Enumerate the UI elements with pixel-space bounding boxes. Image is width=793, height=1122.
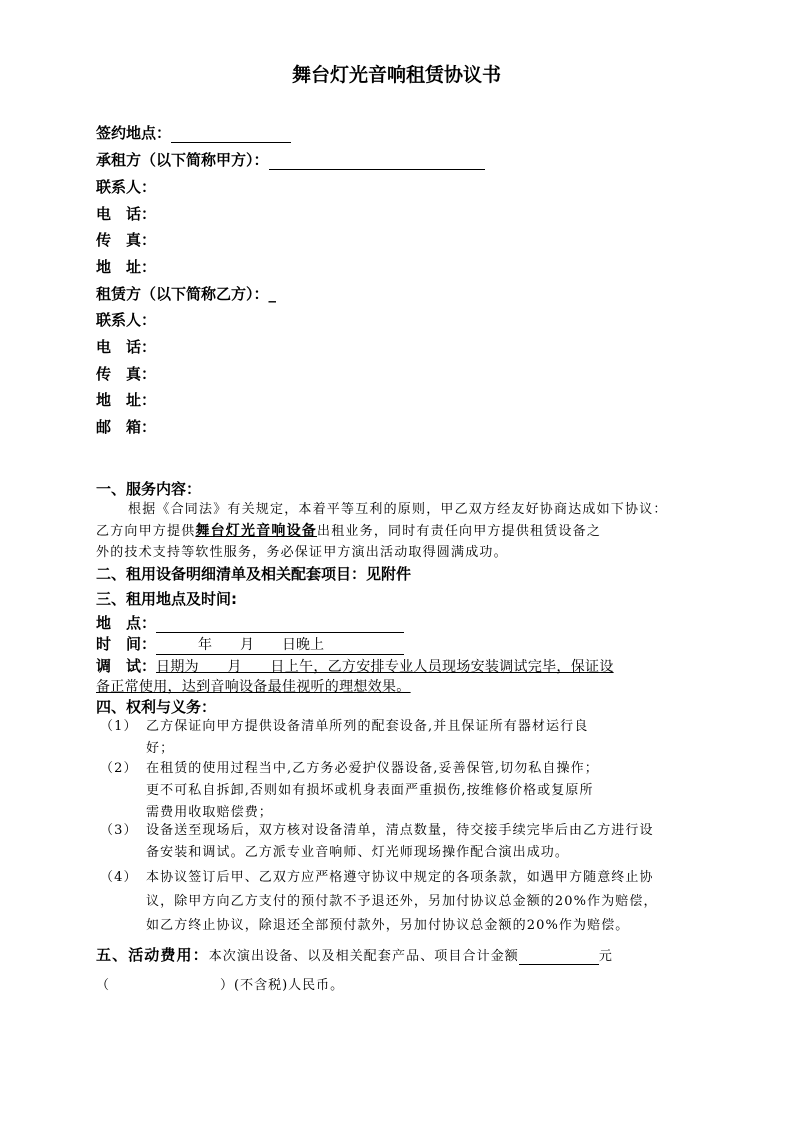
party-b-address: 地 址： <box>96 391 157 409</box>
section-1-line-2 <box>96 520 726 543</box>
signing-place-blank[interactable] <box>171 127 291 143</box>
signing-place-row <box>96 122 291 143</box>
party-a-phone: 电 话： <box>96 205 157 223</box>
debug-row <box>96 655 614 676</box>
debug-line-2: 备正常使用，达到音响设备最佳视听的理想效果。 <box>96 679 411 695</box>
party-a-row <box>96 149 485 170</box>
rental-time-label: 时 间： <box>96 635 157 653</box>
party-b-phone: 电 话： <box>96 338 157 356</box>
item-number: （2） <box>100 761 138 776</box>
item-line: 议，除甲方向乙方支付的预付款不予退还外，另加付协议总金额的20%作为赔偿， <box>146 894 658 909</box>
section-1-line-2c: 出租业务，同时有责任向甲方提供租赁设备之 <box>317 524 602 539</box>
section-1-line-3: 外的技术支持等软性服务，务必保证甲方演出活动取得圆满成功。 <box>96 545 508 560</box>
obligation-item-1 <box>100 716 722 760</box>
rental-place-label: 地 点： <box>96 614 157 632</box>
party-a-label: 承租方（以下简称甲方）： <box>96 151 269 169</box>
item-line: 备安装和调试。乙方派专业音响师、灯光师现场操作配合演出成功。 <box>146 845 570 860</box>
obligation-item-3 <box>100 820 722 864</box>
signing-place-label: 签约地点： <box>96 124 172 142</box>
section-5-row-2 <box>96 974 344 993</box>
section-1-line-2a: 乙方向甲方提供 <box>96 524 196 539</box>
item-line: 本协议签订后甲、乙双方应严格遵守协议中规定的各项条款，如遇甲方随意终止协 <box>146 870 654 885</box>
party-a-blank[interactable] <box>269 154 485 170</box>
total-amount-blank[interactable] <box>519 949 599 965</box>
section-5-tail: ）(不含税)人民币。 <box>220 978 345 993</box>
rental-place-blank[interactable] <box>156 617 404 633</box>
item-line: 在租赁的使用过程当中,乙方务必爱护仪器设备,妥善保管,切勿私自操作； <box>146 761 599 776</box>
item-number: （3） <box>100 823 138 838</box>
party-b-fax: 传 真： <box>96 365 157 383</box>
item-line: 如乙方终止协议，除退还全部预付款外，另加付协议总金额的20%作为赔偿。 <box>146 918 630 933</box>
section-4-heading: 四、权利与义务： <box>96 698 217 716</box>
party-b-contact: 联系人： <box>96 311 157 329</box>
party-a-fax: 传 真： <box>96 231 157 249</box>
item-number: （1） <box>100 719 138 734</box>
section-2-heading: 二、租用设备明细清单及相关配套项目：见附件 <box>96 565 412 583</box>
item-line: 需费用收取赔偿费； <box>146 805 273 820</box>
section-5-heading: 五、活动费用： <box>96 946 209 964</box>
section-3-heading: 三、租用地点及时间: <box>96 590 237 608</box>
document-title: 舞台灯光音响租赁协议书 <box>291 64 501 86</box>
debug-label: 调 试： <box>96 657 157 675</box>
equipment-highlight: 舞台灯光音响设备 <box>195 523 318 539</box>
obligation-item-4 <box>100 866 722 938</box>
item-line: 更不可私自拆卸,否则如有损坏或机身表面严重损伤,按维修价格或复原所 <box>146 783 594 798</box>
rental-time-value[interactable]: 年 月 日晚上 <box>156 634 404 655</box>
rental-time-row <box>96 633 404 655</box>
rental-place-row <box>96 612 404 633</box>
section-1-line-1: 根据《合同法》有关规定，本着平等互利的原则，甲乙双方经友好协商达成如下协议： <box>128 502 668 517</box>
debug-line-1: 日期为 月 日上午，乙方安排专业人员现场安装调试完毕，保证设 <box>156 659 614 675</box>
section-5-unit: 元 <box>598 949 614 964</box>
section-5-text: 本次演出设备、以及相关配套产品、项目合计金额 <box>208 949 519 964</box>
party-b-label: 租赁方（以下简称乙方）：_ <box>96 285 277 303</box>
section-1-heading: 一、服务内容： <box>96 480 202 498</box>
party-b-email: 邮 箱： <box>96 418 157 436</box>
obligation-item-2 <box>100 758 722 824</box>
paren-open: （ <box>96 978 111 993</box>
section-5-row <box>96 944 613 965</box>
item-line: 乙方保证向甲方提供设备清单所列的配套设备,并且保证所有器材运行良 <box>146 719 589 734</box>
party-a-contact: 联系人： <box>96 178 157 196</box>
party-a-address: 地 址： <box>96 258 157 276</box>
item-line: 好； <box>146 741 175 756</box>
item-number: （4） <box>100 870 138 885</box>
item-line: 设备送至现场后，双方核对设备清单，清点数量，待交接手续完毕后由乙方进行设 <box>146 823 654 838</box>
